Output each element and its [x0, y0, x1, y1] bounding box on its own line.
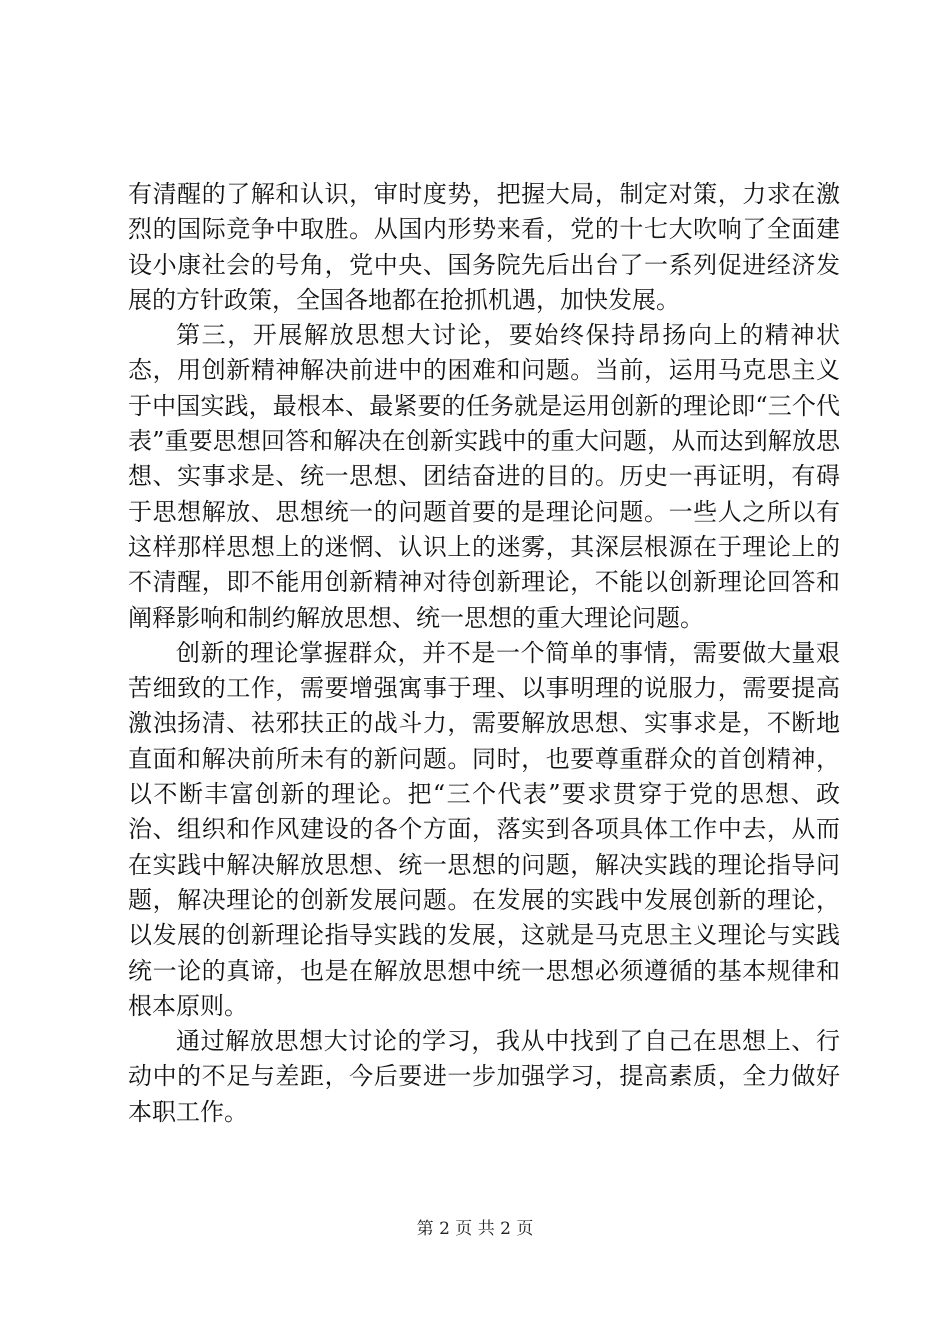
- paragraph-conclusion: 通过解放思想大讨论的学习，我从中找到了自己在思想上、行动中的不足与差距，今后要进一步加强学习，提高素质，全力做好本职工作。: [128, 1027, 840, 1126]
- page-footer: 第 2 页 共 2 页: [416, 1219, 534, 1239]
- paragraph-innovative-theory: 创新的理论掌握群众，并不是一个简单的事情，需要做大量艰苦细致的工作，需要增强寓事于理、以事明理的说服力，需要提高激浊扬清、祛邪扶正的战斗力，需要解放思想、实事求是，不断地直面和解决前所未有的新问题。同时，也要尊重群众的首创精神，以不断丰富创新的理论。把“三个代表”要求贯穿于党的思想、政治、组织和作风建设的各个方面，落实到各项具体工作中去，从而在实践中解决解放思想、统一思想的问题，解决实践的理论指导问题，解决理论的创新发展问题。在发展的实践中发展创新的理论，以发展的创新理论指导实践的发展，这就是马克思主义理论与实践统一论的真谛，也是在解放思想中统一思想必须遵循的基本规律和根本原则。: [128, 638, 840, 1020]
- document-body: [128, 177, 840, 1130]
- paragraph-continuation: 有清醒的了解和认识，审时度势，把握大局，制定对策，力求在激烈的国际竞争中取胜。从国内形势来看，党的十七大吹响了全面建设小康社会的号角，党中央、国务院先后出台了一系列促进经济发展的方针政策，全国各地都在抢抓机遇，加快发展。: [128, 180, 840, 314]
- paragraph-third-point: 第三，开展解放思想大讨论，要始终保持昂扬向上的精神状态，用创新精神解决前进中的困难和问题。当前，运用马克思主义于中国实践，最根本、最紧要的任务就是运用创新的理论即“三个代表”重要思想回答和解决在创新实践中的重大问题，从而达到解放思想、实事求是、统一思想、团结奋进的目的。历史一再证明，有碍于思想解放、思想统一的问题首要的是理论问题。一些人之所以有这样那样思想上的迷惘、认识上的迷雾，其深层根源在于理论上的不清醒，即不能用创新精神对待创新理论，不能以创新理论回答和阐释影响和制约解放思想、统一思想的重大理论问题。: [128, 321, 840, 632]
